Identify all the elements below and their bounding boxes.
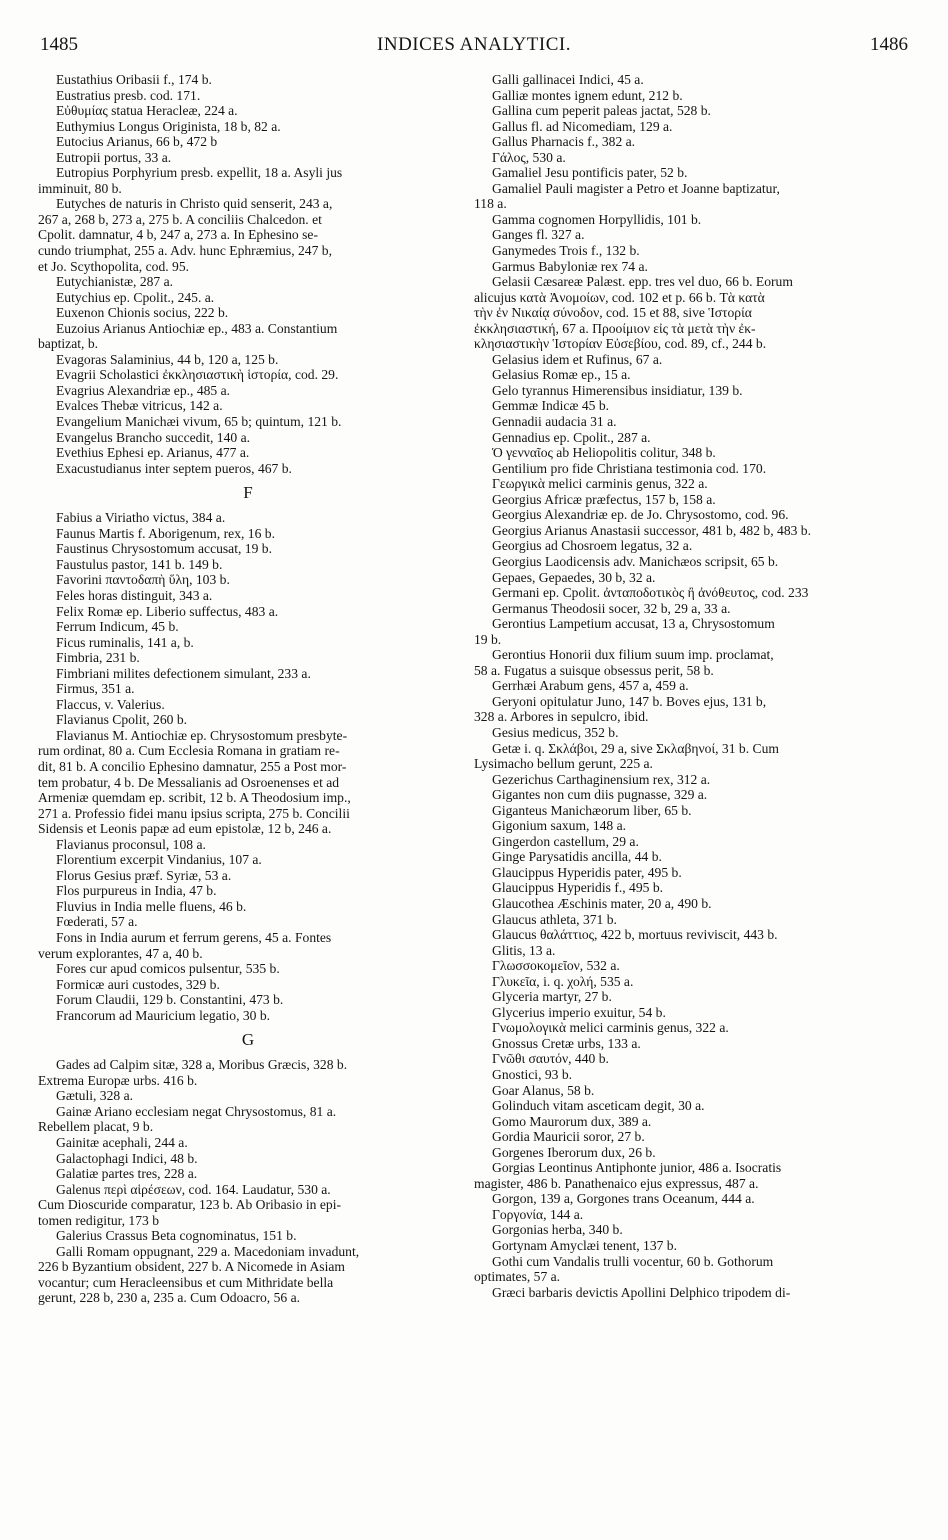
- index-entry: Γοργονία, 144 a.: [492, 1206, 584, 1222]
- index-entry: Γεωργικὰ melici carminis genus, 322 a.: [492, 476, 708, 492]
- index-entry: Glaucus θαλάττιος, 422 b, mortuus reviviscit, 443 b.: [492, 927, 778, 943]
- index-entry: Γνωμολογικὰ melici carminis genus, 322 a.: [492, 1020, 729, 1036]
- index-entry: Georgius Alexandriæ ep. de Jo. Chrysostomo, cod. 96.: [492, 507, 789, 523]
- index-entry: Gigonium saxum, 148 a.: [492, 818, 627, 834]
- index-entry: Gelasius Romæ ep., 15 a.: [492, 367, 631, 383]
- index-entry: Fœderati, 57 a.: [56, 914, 138, 930]
- index-entry: Favorini παντοδαπὴ ὕλη, 103 b.: [56, 572, 230, 588]
- index-entry: Goar Alanus, 58 b.: [492, 1082, 595, 1098]
- index-entry-continuation: optimates, 57 a.: [474, 1269, 561, 1285]
- right-column: [474, 72, 914, 1300]
- index-entry: Georgius Arianus Anastasii successor, 481 b, 482 b, 483 b.: [492, 522, 812, 538]
- index-entry: Græci barbaris devictis Apollini Delphico tripodem di-: [492, 1284, 791, 1300]
- index-entry-continuation: Lysimacho bellum gerunt, 225 a.: [474, 756, 653, 772]
- index-entry: Geryoni opitulatur Juno, 147 b. Boves ejus, 131 b,: [492, 693, 767, 709]
- index-entry-continuation: alicujus κατὰ Ἀνομοίων, cod. 102 et p. 66 b. Τὰ κατὰ: [474, 289, 765, 305]
- index-entry: Galerius Crassus Beta cognominatus, 151 b.: [56, 1228, 297, 1244]
- index-entry-continuation: baptizat, b.: [38, 336, 99, 352]
- index-entry: Eutychius ep. Cpolit., 245. a.: [56, 289, 215, 305]
- index-entry: Gnostici, 93 b.: [492, 1067, 573, 1082]
- index-entry: Euxenon Chionis socius, 222 b.: [56, 305, 229, 321]
- index-entry: Faunus Martis f. Aborigenum, rex, 16 b.: [56, 525, 275, 541]
- index-entry: Eutyches de naturis in Christo quid senserit, 243 a,: [56, 196, 333, 212]
- index-entry-continuation: vocantur; cum Heracleensibus et cum Mithridate bella: [38, 1274, 334, 1290]
- index-entry-continuation: et Jo. Scythopolita, cod. 95.: [38, 258, 190, 274]
- index-entry: Germani ep. Cpolit. ἀνταποδοτικὸς ἢ ἀνόθευτος, cod. 233: [492, 585, 809, 601]
- index-entry-continuation: 19 b.: [474, 631, 502, 647]
- index-entry: Gerrhæi Arabum gens, 457 a, 459 a.: [492, 678, 689, 694]
- index-entry: Gamma cognomen Horpyllidis, 101 b.: [492, 211, 702, 227]
- index-entry: Εὐθυμίας statua Heracleæ, 224 a.: [56, 103, 238, 119]
- index-entry-continuation: 271 a. Professio fidei manu ipsius scripta, 275 b. Concilii: [38, 805, 350, 821]
- index-entry-continuation: verum explorantes, 47 a, 40 b.: [38, 945, 203, 961]
- index-entry: Fores cur apud comicos pulsentur, 535 b.: [56, 961, 280, 977]
- index-entry: Faustulus pastor, 141 b. 149 b.: [56, 556, 223, 572]
- index-entry-continuation: Rebellem placat, 9 b.: [38, 1119, 154, 1135]
- index-entry: Flavianus proconsul, 108 a.: [56, 836, 206, 852]
- index-entry-continuation: dit, 81 b. A concilio Ephesino damnatur, 255 a Post mor-: [38, 758, 347, 774]
- index-entry: Gezerichus Carthaginensium rex, 312 a.: [492, 771, 711, 787]
- page-number-left: 1485: [40, 34, 78, 55]
- index-entry: Evethius Ephesi ep. Arianus, 477 a.: [56, 445, 250, 461]
- index-entry-continuation: 328 a. Arbores in sepulcro, ibid.: [474, 709, 649, 725]
- index-entry: Evalces Thebæ vitricus, 142 a.: [56, 398, 223, 414]
- running-title: INDICES ANALYTICI.: [377, 34, 571, 55]
- index-entry: Gepaes, Gepaedes, 30 b, 32 a.: [492, 569, 656, 585]
- index-entry-continuation: rum ordinat, 80 a. Cum Ecclesia Romana in gratiam re-: [38, 743, 340, 759]
- index-entry: Gemmæ Indicæ 45 b.: [492, 398, 610, 414]
- index-entry: Flos purpureus in India, 47 b.: [56, 883, 217, 899]
- index-entry: Gigantes non cum diis pugnasse, 329 a.: [492, 787, 708, 803]
- index-entry: Georgius ad Chosroem legatus, 32 a.: [492, 538, 693, 554]
- index-entry: Gallus Pharnacis f., 382 a.: [492, 134, 636, 150]
- index-entry: Galenus περὶ αἱρέσεων, cod. 164. Laudatur, 530 a.: [56, 1181, 331, 1197]
- index-entry: Garmus Babyloniæ rex 74 a.: [492, 258, 648, 274]
- index-entry: Eutropius Porphyrium presb. expellit, 18 a. Asyli jus: [56, 165, 343, 181]
- section-letter: G: [241, 1030, 255, 1050]
- index-entry-continuation: 118 a.: [474, 196, 507, 212]
- index-entry-continuation: Armeniæ quemdam ep. scribit, 12 b. A Theodosium imp.,: [38, 790, 351, 806]
- index-entry-continuation: tomen redigitur, 173 b: [38, 1212, 160, 1228]
- index-entry: Eustratius presb. cod. 171.: [56, 87, 201, 103]
- index-entry-continuation: ἐκκλησιαστική, 67 a. Προοίμιον εἰς τὰ μετὰ τὴν ἐκ-: [474, 320, 756, 336]
- index-entry: Gelasius idem et Rufinus, 67 a.: [492, 351, 663, 367]
- index-entry: Gothi cum Vandalis trulli vocentur, 60 b. Gothorum: [492, 1253, 774, 1269]
- index-entry-continuation: imminuit, 80 b.: [38, 180, 122, 196]
- index-entry: Gorgonias herba, 340 b.: [492, 1222, 623, 1238]
- index-entry: Eustathius Oribasii f., 174 b.: [56, 72, 212, 87]
- index-entry: Gallina cum peperit paleas jactat, 528 b.: [492, 103, 711, 119]
- index-entry: Galli gallinacei Indici, 45 a.: [492, 72, 644, 87]
- index-entry: Gainitæ acephali, 244 a.: [56, 1135, 188, 1150]
- index-entry: Galactophagi Indici, 48 b.: [56, 1150, 198, 1166]
- index-entry-continuation: magister, 486 b. Panathenaico ejus expressus, 487 a.: [474, 1175, 759, 1191]
- index-entry: Firmus, 351 a.: [56, 681, 135, 697]
- index-entry-continuation: gerunt, 228 b, 230 a, 235 a. Cum Odoacro, 56 a.: [38, 1290, 301, 1306]
- index-entry-continuation: Extrema Europæ urbs. 416 b.: [38, 1072, 198, 1088]
- index-entry: Flavianus Cpolit, 260 b.: [56, 712, 188, 728]
- index-entry-continuation: 58 a. Fugatus a suisque obsessus perit, 58 b.: [474, 662, 714, 678]
- index-entry: Gerontius Lampetium accusat, 13 a, Chrysostomum: [492, 616, 775, 632]
- index-entry-continuation: cundo triumphat, 255 a. Adv. hunc Ephræmius, 247 b,: [38, 243, 332, 259]
- index-entry: Glaucippus Hyperidis pater, 495 b.: [492, 864, 682, 880]
- index-entry: Ferrum Indicum, 45 b.: [56, 619, 179, 635]
- index-entry: Florus Gesius præf. Syriæ, 53 a.: [56, 867, 232, 883]
- index-entry: Ὁ γενναῖος ab Heliopolitis colitur, 348 b.: [492, 445, 716, 461]
- index-entry: Glycerius imperio exuitur, 54 b.: [492, 1004, 666, 1020]
- index-entry: Gades ad Calpim sitæ, 328 a, Moribus Græcis, 328 b.: [56, 1057, 348, 1073]
- index-entry: Exacustudianus inter septem pueros, 467 b.: [56, 460, 292, 476]
- index-entry: Γνῶθι σαυτόν, 440 b.: [492, 1051, 609, 1067]
- index-entry: Feles horas distinguit, 343 a.: [56, 587, 213, 603]
- index-entry: Γλωσσοκομεῖον, 532 a.: [492, 958, 620, 974]
- index-entry: Evagrius Alexandriæ ep., 485 a.: [56, 382, 231, 398]
- index-entry: Francorum ad Mauricium legatio, 30 b.: [56, 1007, 271, 1023]
- index-entry-continuation: Cum Dioscuride comparatur, 123 b. Ab Oribasio in epi-: [38, 1197, 341, 1213]
- index-entry: Glitis, 13 a.: [492, 942, 556, 958]
- index-entry: Gennadii audacia 31 a.: [492, 414, 617, 430]
- index-entry: Faustinus Chrysostomum accusat, 19 b.: [56, 541, 272, 557]
- index-entry: Germanus Theodosii socer, 32 b, 29 a, 33 a.: [492, 600, 731, 616]
- index-entry: Fons in India aurum et ferrum gerens, 45 a. Fontes: [56, 929, 332, 945]
- index-entry: Forum Claudii, 129 b. Constantini, 473 b.: [56, 992, 284, 1008]
- index-entry: Gortynam Amyclæi tenent, 137 b.: [492, 1238, 678, 1254]
- index-entry: Eutocius Arianus, 66 b, 472 b: [56, 134, 218, 150]
- index-entry: Γλυκεῖα, i. q. χολή, 535 a.: [492, 973, 634, 989]
- index-entry: Eutychianistæ, 287 a.: [56, 274, 174, 290]
- index-entry-continuation: tem probatur, 4 b. De Messalianis ad Osroenenses et ad: [38, 774, 340, 790]
- index-entry: Georgius Laodicensis adv. Manichæos scripsit, 65 b.: [492, 553, 779, 569]
- index-entry: Gordia Mauricii soror, 27 b.: [492, 1129, 645, 1145]
- index-entry: Gamaliel Jesu pontificis pater, 52 b.: [492, 165, 688, 181]
- index-entry: Gomo Maurorum dux, 389 a.: [492, 1113, 652, 1129]
- index-entry: Euthymius Longus Originista, 18 b, 82 a.: [56, 118, 281, 134]
- index-entry: Glyceria martyr, 27 b.: [492, 989, 612, 1005]
- index-entry-continuation: τὴν ἐν Νικαίᾳ σύνοδον, cod. 15 et 88, sive Ἱστορία: [474, 305, 752, 321]
- index-entry: Gorgenes Iberorum dux, 26 b.: [492, 1144, 656, 1160]
- index-entry: Fimbriani milites defectionem simulant, 233 a.: [56, 665, 311, 681]
- index-entry: Golinduch vitam asceticam degit, 30 a.: [492, 1098, 705, 1114]
- index-entry: Florentium excerpit Vindanius, 107 a.: [56, 852, 262, 868]
- section-letter: F: [243, 483, 253, 503]
- index-entry: Glaucus athleta, 371 b.: [492, 911, 617, 927]
- index-entry: Evagoras Salaminius, 44 b, 120 a, 125 b.: [56, 351, 279, 367]
- index-entry: Gerontius Honorii dux filium suum imp. proclamat,: [492, 647, 774, 663]
- index-entry: Gnossus Cretæ urbs, 133 a.: [492, 1035, 641, 1051]
- index-entry: Ficus ruminalis, 141 a, b.: [56, 634, 194, 650]
- index-entry-continuation: Sidensis et Leonis papæ ad eum epistolæ, 12 b, 246 a.: [38, 821, 332, 837]
- index-entry: Γάλος, 530 a.: [492, 149, 566, 165]
- index-entry: Gainæ Ariano ecclesiam negat Chrysostomus, 81 a.: [56, 1103, 337, 1119]
- index-entry: Euzoius Arianus Antiochiæ ep., 483 a. Constantium: [56, 320, 338, 336]
- index-entry: Gentilium pro fide Christiana testimonia cod. 170.: [492, 460, 767, 476]
- index-entry: Fluvius in India melle fluens, 46 b.: [56, 898, 247, 914]
- index-entry: Felix Romæ ep. Liberio suffectus, 483 a.: [56, 603, 279, 619]
- index-entry: Georgius Africæ præfectus, 157 b, 158 a.: [492, 491, 716, 507]
- index-entry: Ginge Parysatidis ancilla, 44 b.: [492, 849, 662, 865]
- index-entry: Formicæ auri custodes, 329 b.: [56, 976, 220, 992]
- index-entry-continuation: Cpolit. damnatur, 4 b, 247 a, 273 a. In Ephesino se-: [38, 227, 318, 243]
- index-entry: Galli Romam oppugnant, 229 a. Macedoniam invadunt,: [56, 1243, 360, 1259]
- index-entry: Ganges fl. 327 a.: [492, 227, 585, 243]
- index-entry-continuation: 226 b Byzantium obsident, 227 b. A Nicomede in Asiam: [38, 1259, 345, 1275]
- index-entry: Eutropii portus, 33 a.: [56, 149, 172, 165]
- index-entry: Gennadius ep. Cpolit., 287 a.: [492, 429, 651, 445]
- index-entry: Galliæ montes ignem edunt, 212 b.: [492, 87, 683, 103]
- index-entry: Ganymedes Trois f., 132 b.: [492, 243, 640, 259]
- index-entry: Gelo tyrannus Himerensibus insidiatur, 139 b.: [492, 382, 743, 398]
- page-number-right: 1486: [870, 34, 908, 55]
- index-entry: Glaucippus Hyperidis f., 495 b.: [492, 880, 664, 896]
- index-entry: Gamaliel Pauli magister a Petro et Joanne baptizatur,: [492, 180, 780, 196]
- index-entry: Gingerdon castellum, 29 a.: [492, 833, 639, 849]
- index-entry: Glaucothea Æschinis mater, 20 a, 490 b.: [492, 895, 712, 911]
- index-entry: Gesius medicus, 352 b.: [492, 724, 619, 740]
- index-entry-continuation: 267 a, 268 b, 273 a, 275 b. A conciliis Chalcedon. et: [38, 211, 322, 227]
- index-entry: Galatiæ partes tres, 228 a.: [56, 1166, 198, 1182]
- index-entry: Fabius a Viriatho victus, 384 a.: [56, 510, 226, 526]
- index-entry: Evagrii Scholastici ἐκκλησιαστικὴ ἱστορία, cod. 29.: [56, 367, 339, 383]
- index-entry: Getæ i. q. Σκλάβοι, 29 a, sive Σκλαβηνοί, 31 b. Cum: [492, 740, 779, 756]
- page-header: [40, 34, 908, 58]
- index-entry: Fimbria, 231 b.: [56, 650, 140, 666]
- index-entry: Flavianus M. Antiochiæ ep. Chrysostomum presbyte-: [56, 727, 348, 743]
- index-entry: Evangelus Brancho succedit, 140 a.: [56, 429, 251, 445]
- index-entry: Giganteus Manichæorum liber, 65 b.: [492, 802, 692, 818]
- index-entry: Evangelium Manichæi vivum, 65 b; quintum, 121 b.: [56, 414, 342, 430]
- index-entry: Gallus fl. ad Nicomediam, 129 a.: [492, 118, 673, 134]
- index-entry-continuation: κλησιαστικὴν Ἱστορίαν Εὐσεβίου, cod. 89, cf., 244 b.: [474, 336, 767, 352]
- left-column: [38, 72, 458, 1306]
- index-entry: Gætuli, 328 a.: [56, 1088, 134, 1104]
- index-entry: Gorgias Leontinus Antiphonte junior, 486 a. Isocratis: [492, 1160, 782, 1176]
- index-entry: Gorgon, 139 a, Gorgones trans Oceanum, 444 a.: [492, 1191, 755, 1207]
- index-entry: Gelasii Cæsareæ Palæst. epp. tres vel duo, 66 b. Eorum: [492, 274, 793, 290]
- index-entry: Flaccus, v. Valerius.: [56, 696, 165, 712]
